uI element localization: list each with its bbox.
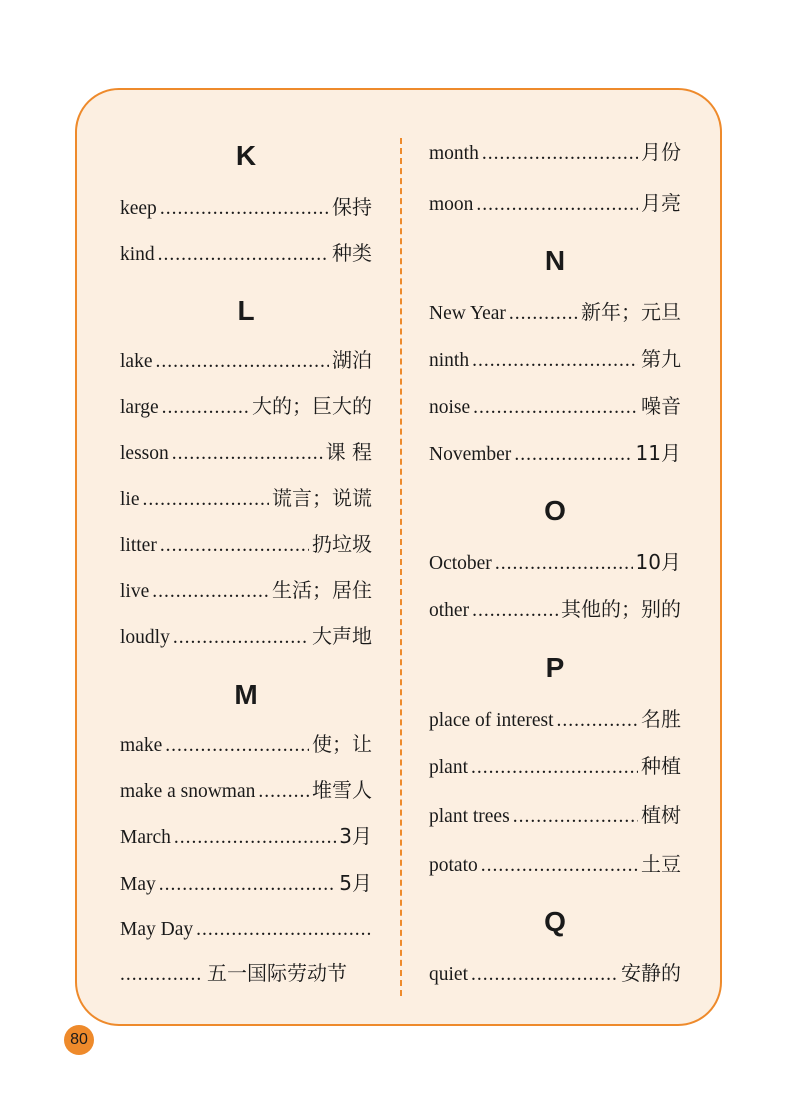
section-letter-l: L [237, 295, 255, 326]
entry-large [120, 392, 372, 420]
entry-place-of-interest [429, 705, 681, 733]
section-letter-n: N [544, 245, 566, 276]
entry-meaning: 课 程 [325, 440, 372, 464]
entry-ninth [429, 345, 681, 373]
entry-meaning: 大声地 [312, 624, 372, 648]
entry-word: October [429, 553, 492, 574]
entry-meaning: 湖泊 [332, 348, 372, 372]
leader-dots [174, 824, 336, 852]
entry-meaning: 月份 [641, 140, 681, 164]
entry-word: other [429, 600, 470, 621]
leader-dots [482, 140, 638, 168]
entry-word: moon [429, 194, 474, 215]
leader-dots [172, 440, 323, 468]
leader-dots [495, 550, 633, 578]
entry-word: large [120, 397, 159, 418]
section-letter-q: Q [544, 906, 566, 937]
entry-meaning: 新年；元旦 [581, 300, 681, 324]
entry-meaning: 噪音 [641, 394, 681, 418]
entry-meaning: 五一国际劳动节 [207, 961, 347, 985]
entry-may [120, 869, 372, 897]
leader-dots [173, 624, 309, 652]
entry-plant-trees [429, 801, 681, 829]
entry-word: potato [429, 855, 478, 876]
leader-dots [258, 778, 309, 806]
entry-plant [429, 752, 681, 780]
leader-dots [471, 961, 618, 989]
column-divider [400, 138, 402, 996]
entry-meaning: 3月 [339, 824, 372, 848]
entry-lesson [120, 438, 372, 466]
entry-may-day [120, 916, 372, 944]
entry-word: litter [120, 535, 157, 556]
entry-may-day-meaning [120, 959, 372, 987]
entry-meaning: 使；让 [312, 732, 372, 756]
entry-meaning: 谎言；说谎 [272, 486, 372, 510]
leader-dots [160, 532, 309, 560]
entry-november [429, 439, 681, 467]
leader-dots [472, 347, 638, 375]
leader-dots [514, 441, 632, 469]
entry-word: kind [120, 244, 155, 265]
entry-live [120, 576, 372, 604]
section-letter-o: O [544, 495, 566, 526]
entry-meaning: 保持 [332, 195, 372, 219]
leader-dots [120, 961, 202, 989]
leader-dots [143, 486, 270, 514]
entry-word: ninth [429, 350, 470, 371]
entry-october [429, 548, 681, 576]
entry-word: plant [429, 757, 468, 778]
leader-dots [160, 195, 329, 223]
entry-meaning: 5月 [339, 871, 372, 895]
entry-new-year [429, 298, 681, 326]
entry-word: lake [120, 351, 153, 372]
entry-word: place of interest [429, 710, 554, 731]
leader-dots [509, 300, 578, 328]
leader-dots [162, 394, 249, 422]
entry-kind [120, 239, 372, 267]
entry-noise [429, 392, 681, 420]
entry-loudly [120, 622, 372, 650]
entry-word: make [120, 735, 163, 756]
entry-other [429, 595, 681, 623]
entry-litter [120, 530, 372, 558]
entry-word: May Day [120, 919, 194, 940]
entry-word: lesson [120, 443, 169, 464]
leader-dots [155, 348, 329, 376]
entry-keep [120, 193, 372, 221]
entry-lake [120, 346, 372, 374]
entry-word: month [429, 143, 479, 164]
entry-make-a-snowman [120, 776, 372, 804]
entry-meaning: 土豆 [641, 852, 681, 876]
entry-potato [429, 850, 681, 878]
leader-dots [481, 852, 638, 880]
leader-dots [513, 803, 638, 831]
entry-lie [120, 484, 372, 512]
entry-word: noise [429, 397, 471, 418]
entry-word: keep [120, 198, 157, 219]
entry-word: November [429, 444, 512, 465]
entry-meaning: 安静的 [621, 961, 681, 985]
entry-word: loudly [120, 627, 170, 648]
entry-meaning: 生活；居住 [272, 578, 372, 602]
entry-word: lie [120, 489, 140, 510]
page-number: 80 [64, 1025, 94, 1055]
entry-month [429, 138, 681, 166]
entry-word: quiet [429, 964, 468, 985]
entry-meaning: 堆雪人 [312, 778, 372, 802]
leader-dots [152, 578, 269, 606]
entry-word: New Year [429, 303, 506, 324]
entry-word: make a snowman [120, 781, 256, 802]
section-letter-m: M [234, 679, 258, 710]
entry-word: plant trees [429, 806, 510, 827]
leader-dots [472, 597, 558, 625]
entry-meaning: 第九 [641, 347, 681, 371]
leader-dots [159, 871, 337, 899]
entry-meaning: 10月 [635, 550, 681, 574]
entry-quiet [429, 959, 681, 987]
leader-dots [557, 707, 638, 735]
entry-meaning: 名胜 [641, 707, 681, 731]
entry-meaning: 种植 [641, 754, 681, 778]
entry-make [120, 730, 372, 758]
entry-word: May [120, 874, 156, 895]
entry-march [120, 822, 372, 850]
entry-word: live [120, 581, 150, 602]
entry-meaning: 其他的；别的 [561, 597, 681, 621]
leader-dots [158, 241, 329, 269]
entry-meaning: 月亮 [641, 191, 681, 215]
section-letter-k: K [235, 140, 257, 171]
section-letter-p: P [545, 652, 565, 683]
entry-meaning: 种类 [332, 241, 372, 265]
entry-meaning: 11月 [635, 441, 681, 465]
leader-dots [473, 394, 638, 422]
entry-meaning: 大的；巨大的 [252, 394, 372, 418]
leader-dots [471, 754, 638, 782]
leader-dots [476, 191, 638, 219]
entry-moon [429, 189, 681, 217]
entry-word: March [120, 827, 171, 848]
entry-meaning: 植树 [641, 803, 681, 827]
entry-meaning: 扔垃圾 [312, 532, 372, 556]
leader-dots [165, 732, 309, 760]
leader-dots [196, 916, 372, 944]
